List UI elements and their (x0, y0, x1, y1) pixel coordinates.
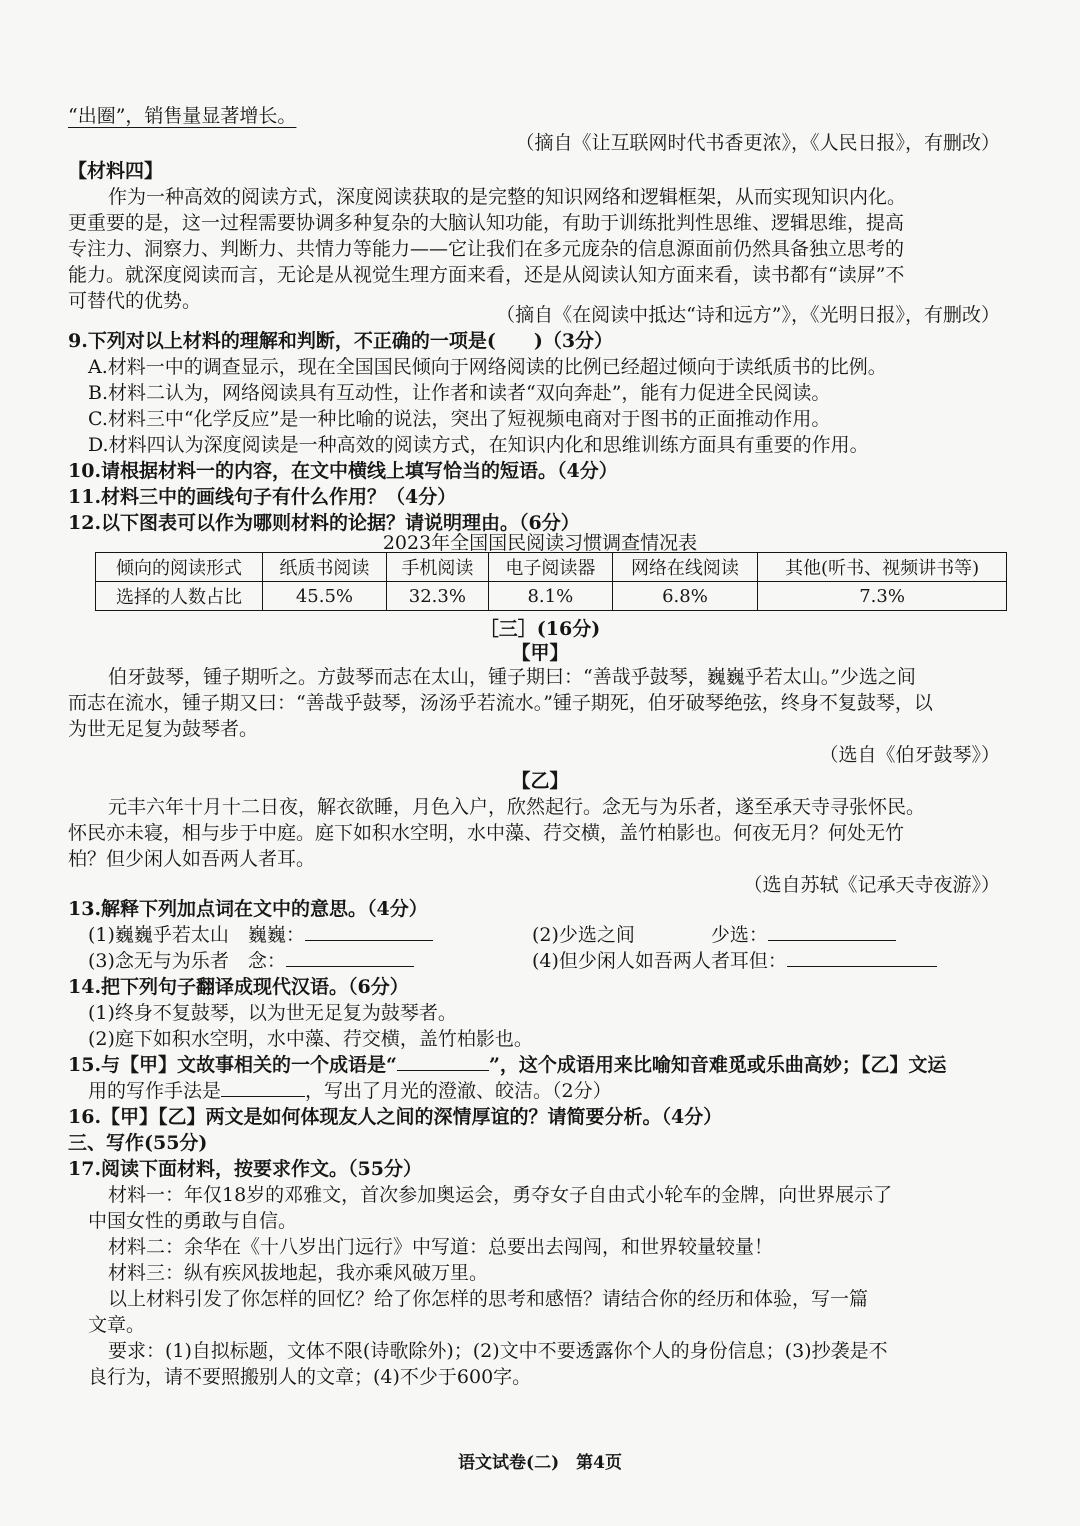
q9-option-c: C.材料三中“化学反应”是一种比喻的说法，突出了短视频电商对于图书的正面推动作用。 (88, 408, 831, 430)
q15-part-c: 用的写作手法是 (88, 1080, 222, 1102)
question-15-line-1 (68, 1052, 946, 1078)
table-header-cell: 网络在线阅读 (612, 553, 757, 582)
table-header-cell: 纸质书阅读 (263, 553, 387, 582)
text-yi-title: 【乙】 (511, 770, 569, 792)
w-material-1-line-1: 材料一：年仅18岁的邓雅文，首次参加奥运会，勇夺女子自由式小轮车的金牌，向世界展示了 (108, 1184, 893, 1206)
table-cell: 7.3% (758, 582, 1007, 611)
q15-part-d: ，写出了月光的澄澈、皎洁。（2分） (305, 1080, 612, 1102)
m4-line-4: 能力。就深度阅读而言，无论是从视觉生理方面来看，还是从阅读认知方面来看，读书都有“读屏”不 (68, 264, 905, 286)
table-header-cell: 倾向的阅读形式 (96, 553, 263, 582)
table-cell: 8.1% (488, 582, 612, 611)
source-4: （摘自《在阅读中抵达“诗和远方”》，《光明日报》，有删改） (496, 304, 1000, 326)
table-row (96, 582, 1007, 611)
q14-item-2: (2)庭下如积水空明，水中藻、荇交横，盖竹柏影也。 (88, 1028, 533, 1050)
table-cell: 6.8% (612, 582, 757, 611)
answer-blank[interactable] (286, 948, 414, 967)
w-requirement-line-2: 良行为，请不要照搬别人的文章；(4)不少于600字。 (88, 1366, 532, 1388)
m4-line-2: 更重要的是，这一过程需要协调多种复杂的大脑认知功能，有助于训练批判性思维、逻辑思维，提高 (68, 212, 905, 234)
jia-line-3: 为世无足复为鼓琴者。 (68, 718, 259, 740)
q15-part-b: ”，这个成语用来比喻知音难觅或乐曲高妙；【乙】文运 (489, 1054, 947, 1076)
q9-option-b: B.材料二认为，网络阅读具有互动性，让作者和读者“双向奔赴”，能有力促进全民阅读。 (88, 382, 831, 404)
table-title: 2023年全国国民阅读习惯调查情况表 (382, 532, 698, 554)
q9-option-a: A.材料一中的调查显示，现在全国国民倾向于网络阅读的比例已经超过倾向于读纸质书的比例。 (88, 356, 887, 378)
question-10: 10.请根据材料一的内容，在文中横线上填写恰当的短语。（4分） (68, 460, 618, 482)
q13-item-4 (532, 948, 937, 974)
jia-line-2: 而志在流水，锺子期又曰：“善哉乎鼓琴，汤汤乎若流水。”锺子期死，伯牙破琴绝弦，终身不复鼓琴，以 (68, 692, 933, 714)
question-11: 11.材料三中的画线句子有什么作用？（4分） (68, 486, 457, 508)
q13-item-2 (532, 922, 896, 948)
page-footer: 语文试卷(二) 第4页 (458, 1453, 622, 1473)
table-cell: 32.3% (386, 582, 488, 611)
w-prompt-line-1: 以上材料引发了你怎样的回忆？给了你怎样的思考和感悟？请结合你的经历和体验，写一篇 (108, 1288, 869, 1310)
source-3: （摘自《让互联网时代书香更浓》，《人民日报》，有删改） (515, 132, 1000, 154)
question-16: 16.【甲】【乙】两文是如何体现友人之间的深情厚谊的？请简要分析。（4分） (68, 1106, 723, 1128)
q13-item-1-text: (1)巍巍乎若太山 巍巍： (88, 924, 305, 946)
reading-survey-table (95, 552, 1007, 611)
question-9: 9.下列对以上材料的理解和判断，不正确的一项是( )（3分） (68, 330, 614, 352)
table-cell: 45.5% (263, 582, 387, 611)
yi-line-1: 元丰六年十月十二日夜，解衣欲睡，月色入户，欣然起行。念无与为乐者，遂至承天寺寻张怀民。 (108, 796, 926, 818)
w-prompt-line-2: 文章。 (88, 1314, 146, 1336)
yi-line-2: 怀民亦未寝，相与步于中庭。庭下如积水空明，水中藻、荇交横，盖竹柏影也。何夜无月？何处无竹 (68, 822, 905, 844)
yi-line-3: 柏？但少闲人如吾两人者耳。 (68, 848, 316, 870)
writing-section-title: 三、写作(55分) (68, 1132, 208, 1154)
jia-line-1: 伯牙鼓琴，锺子期听之。方鼓琴而志在太山，锺子期曰：“善哉乎鼓琴，巍巍乎若太山。”少选之间 (108, 666, 916, 688)
q13-item-3 (88, 948, 414, 974)
table-header-cell: 手机阅读 (386, 553, 488, 582)
question-14: 14.把下列句子翻译成现代汉语。（6分） (68, 976, 409, 998)
question-13: 13.解释下列加点词在文中的意思。（4分） (68, 898, 428, 920)
q13-item-2-text: (2)少选之间 少选： (532, 924, 768, 946)
w-material-1-line-2: 中国女性的勇敢与自信。 (88, 1210, 298, 1232)
w-material-2: 材料二：余华在《十八岁出门远行》中写道：总要出去闯闯，和世界较量较量！ (108, 1236, 774, 1258)
answer-blank[interactable] (787, 948, 937, 967)
q9-option-d: D.材料四认为深度阅读是一种高效的阅读方式，在知识内化和思维训练方面具有重要的作用。 (88, 434, 869, 456)
answer-blank[interactable] (397, 1052, 489, 1071)
m4-line-1: 作为一种高效的阅读方式，深度阅读获取的是完整的知识网络和逻辑框架，从而实现知识内化。 (108, 186, 907, 208)
q15-part-a: 15.与【甲】文故事相关的一个成语是“ (68, 1054, 397, 1076)
text-jia-title: 【甲】 (511, 642, 569, 664)
table-header-cell: 电子阅读器 (488, 553, 612, 582)
jia-source: （选自《伯牙鼓琴》） (819, 744, 1000, 766)
q13-item-1 (88, 922, 433, 948)
question-15-line-2 (88, 1078, 612, 1104)
yi-source: （选自苏轼《记承天寺夜游》） (743, 874, 1000, 896)
q13-item-3-text: (3)念无与为乐者 念： (88, 950, 286, 972)
question-12: 12.以下图表可以作为哪则材料的论据？请说明理由。（6分） (68, 512, 580, 534)
q13-item-4-text: (4)但少闲人如吾两人者耳但： (532, 950, 787, 972)
line-1: “出圈”，销售量显著增长。 (68, 105, 297, 127)
m4-line-3: 专注力、洞察力、判断力、共情力等能力——它让我们在多元庞杂的信息源面前仍然具备独立思考的 (68, 238, 905, 260)
table-header-cell: 其他(听书、视频讲书等) (758, 553, 1007, 582)
answer-blank[interactable] (305, 922, 433, 941)
answer-blank[interactable] (221, 1078, 305, 1097)
table-row-label: 选择的人数占比 (96, 582, 263, 611)
q14-item-1: (1)终身不复鼓琴，以为世无足复为鼓琴者。 (88, 1002, 457, 1024)
m4-line-5: 可替代的优势。 (68, 290, 202, 312)
w-material-3: 材料三：纵有疾风拔地起，我亦乘风破万里。 (108, 1262, 489, 1284)
answer-blank[interactable] (768, 922, 896, 941)
table-header-row (96, 553, 1007, 582)
material-4-title: 【材料四】 (68, 160, 164, 182)
section-3-title: ［三］(16分) (479, 618, 601, 640)
w-requirement-line-1: 要求：(1)自拟标题，文体不限(诗歌除外)；(2)文中不要透露你个人的身份信息；(3)抄袭是不 (108, 1340, 888, 1362)
question-17: 17.阅读下面材料，按要求作文。（55分） (68, 1158, 422, 1180)
